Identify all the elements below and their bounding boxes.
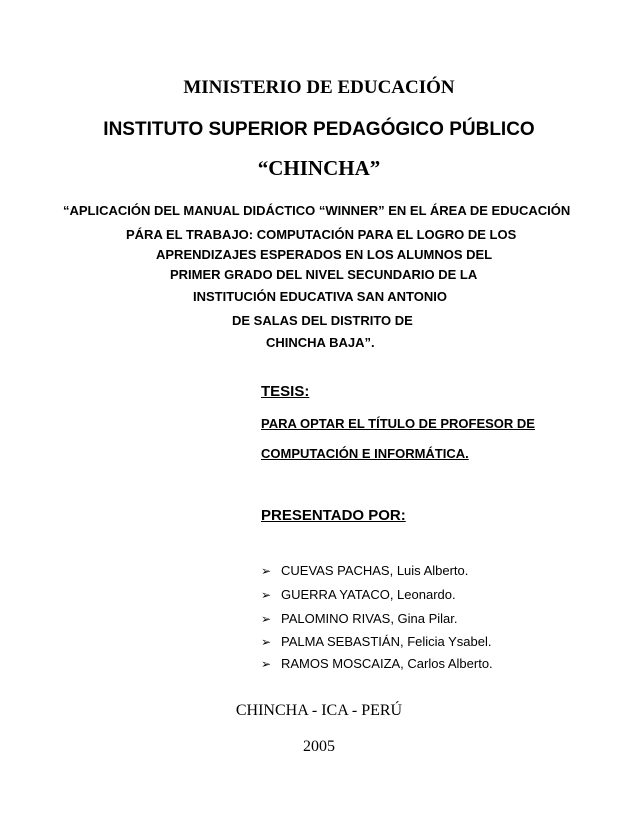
author-list-item xyxy=(261,611,458,626)
author-list-item xyxy=(261,587,456,602)
author-name: RAMOS MOSCAIZA, Carlos Alberto. xyxy=(281,656,493,671)
author-name: GUERRA YATACO, Leonardo. xyxy=(281,587,456,602)
author-list-item xyxy=(261,656,493,671)
thesis-title-line-4: PRIMER GRADO DEL NIVEL SECUNDARIO DE LA xyxy=(170,267,478,282)
thesis-title-line-5: INSTITUCIÓN EDUCATIVA SAN ANTONIO xyxy=(193,289,447,304)
presented-by-label: PRESENTADO POR: xyxy=(261,507,406,524)
thesis-title-line-6: DE SALAS DEL DISTRITO DE xyxy=(232,313,413,328)
institute-heading: INSTITUTO SUPERIOR PEDAGÓGICO PÚBLICO xyxy=(103,119,535,140)
thesis-title-line-7: CHINCHA BAJA”. xyxy=(266,335,375,350)
arrow-bullet-icon: ➢ xyxy=(261,657,272,671)
ministry-heading: MINISTERIO DE EDUCACIÓN xyxy=(183,77,455,98)
place-line: CHINCHA - ICA - PERÚ xyxy=(235,702,403,719)
author-name: PALOMINO RIVAS, Gina Pilar. xyxy=(281,611,458,626)
tesis-purpose-line-2: COMPUTACIÓN E INFORMÁTICA. xyxy=(261,446,469,461)
tesis-label: TESIS: xyxy=(261,383,310,400)
thesis-title-line-3: APRENDIZAJES ESPERADOS EN LOS ALUMNOS DEL xyxy=(156,247,493,262)
author-name: CUEVAS PACHAS, Luis Alberto. xyxy=(281,563,469,578)
author-name: PALMA SEBASTIÁN, Felicia Ysabel. xyxy=(281,634,492,649)
arrow-bullet-icon: ➢ xyxy=(261,564,272,578)
thesis-title-line-1: “APLICACIÓN DEL MANUAL DIDÁCTICO “WINNER” EN EL ÁREA DE EDUCACIÓN xyxy=(63,203,571,218)
tesis-purpose-line-1: PARA OPTAR EL TÍTULO DE PROFESOR DE xyxy=(261,416,535,431)
thesis-title-line-2: PÁRA EL TRABAJO: COMPUTACIÓN PARA EL LOGRO DE LOS xyxy=(126,227,517,242)
year-line: 2005 xyxy=(303,738,335,755)
author-list-item xyxy=(261,634,492,649)
institute-name: “CHINCHA” xyxy=(257,156,381,180)
arrow-bullet-icon: ➢ xyxy=(261,612,272,626)
arrow-bullet-icon: ➢ xyxy=(261,635,272,649)
arrow-bullet-icon: ➢ xyxy=(261,588,272,602)
author-list-item xyxy=(261,563,468,578)
